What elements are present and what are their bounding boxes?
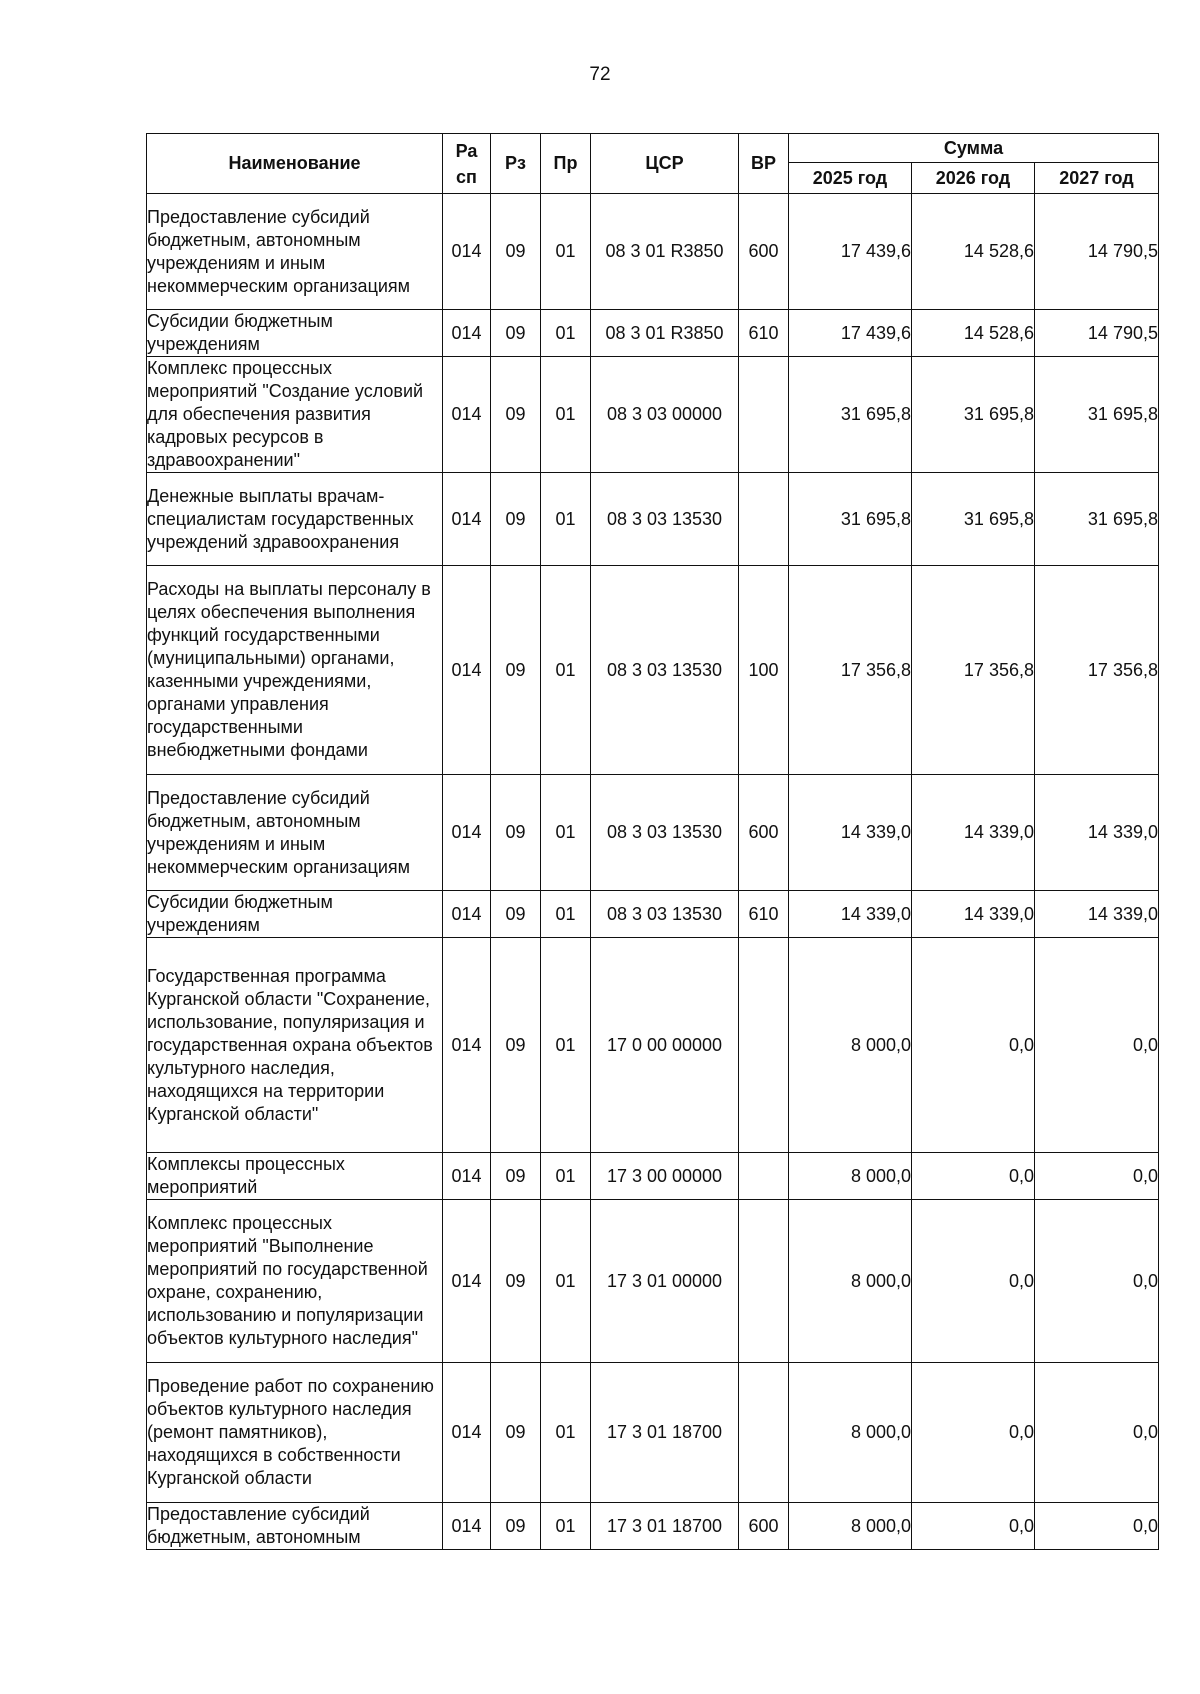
cell-sum-2026: 17 356,8 [912,566,1035,775]
cell-sum-2025: 31 695,8 [789,357,912,473]
cell-csr: 08 3 01 R3850 [591,310,739,357]
cell-rasp: 014 [443,566,491,775]
cell-sum-2025: 8 000,0 [789,1363,912,1503]
table-row [147,566,1159,775]
cell-sum-2025: 31 695,8 [789,473,912,566]
cell-sum-2027: 0,0 [1035,1153,1159,1200]
table-row [147,473,1159,566]
cell-sum-2027: 0,0 [1035,1200,1159,1363]
table-row [147,357,1159,473]
header-csr: ЦСР [591,134,739,194]
cell-sum-2026: 14 528,6 [912,310,1035,357]
cell-rz: 09 [491,891,541,938]
cell-vr [739,938,789,1153]
cell-csr: 08 3 03 13530 [591,775,739,891]
cell-rz: 09 [491,938,541,1153]
table-row [147,891,1159,938]
cell-name: Субсидии бюджетным учреждениям [147,891,443,938]
cell-rasp: 014 [443,1503,491,1550]
cell-rasp: 014 [443,1153,491,1200]
page-number: 72 [589,64,611,85]
cell-vr [739,473,789,566]
cell-csr: 17 3 00 00000 [591,1153,739,1200]
cell-vr [739,357,789,473]
cell-vr: 600 [739,194,789,310]
cell-rasp: 014 [443,194,491,310]
cell-sum-2025: 8 000,0 [789,1200,912,1363]
header-sum: Сумма [789,134,1159,163]
header-vr: ВР [739,134,789,194]
cell-pr: 01 [541,473,591,566]
cell-vr: 100 [739,566,789,775]
cell-pr: 01 [541,1503,591,1550]
table-row [147,938,1159,1153]
cell-sum-2027: 31 695,8 [1035,473,1159,566]
header-name: Наименование [147,134,443,194]
cell-csr: 08 3 03 13530 [591,891,739,938]
cell-vr: 610 [739,891,789,938]
cell-pr: 01 [541,566,591,775]
cell-pr: 01 [541,1363,591,1503]
cell-rz: 09 [491,310,541,357]
cell-sum-2027: 14 790,5 [1035,310,1159,357]
cell-sum-2026: 31 695,8 [912,473,1035,566]
cell-rz: 09 [491,357,541,473]
cell-name: Предоставление субсидий бюджетным, автономным учреждениям и иным некоммерческим организациям [147,194,443,310]
cell-sum-2027: 0,0 [1035,938,1159,1153]
cell-vr [739,1363,789,1503]
table-row [147,194,1159,310]
cell-csr: 08 3 03 00000 [591,357,739,473]
table-body [147,194,1159,1550]
cell-rz: 09 [491,566,541,775]
cell-csr: 08 3 03 13530 [591,566,739,775]
cell-name: Проведение работ по сохранению объектов культурного наследия (ремонт памятников), находящихся в собственности Курганской области [147,1363,443,1503]
cell-rasp: 014 [443,1363,491,1503]
cell-sum-2027: 0,0 [1035,1363,1159,1503]
cell-pr: 01 [541,891,591,938]
cell-sum-2027: 14 339,0 [1035,775,1159,891]
cell-pr: 01 [541,310,591,357]
cell-name: Комплекс процессных мероприятий "Создание условий для обеспечения развития кадровых ресурсов в здравоохранении" [147,357,443,473]
cell-rasp: 014 [443,775,491,891]
table-row [147,1200,1159,1363]
cell-name: Предоставление субсидий бюджетным, автономным учреждениям и иным некоммерческим организациям [147,775,443,891]
cell-sum-2027: 14 339,0 [1035,891,1159,938]
cell-rz: 09 [491,194,541,310]
cell-csr: 17 3 01 00000 [591,1200,739,1363]
cell-sum-2026: 0,0 [912,938,1035,1153]
cell-name: Расходы на выплаты персоналу в целях обеспечения выполнения функций государственными (муниципальными) органами, казенными учреждениями, органами управления государственными внебюджетными фондами [147,566,443,775]
cell-sum-2025: 8 000,0 [789,938,912,1153]
cell-rz: 09 [491,1363,541,1503]
cell-name: Субсидии бюджетным учреждениям [147,310,443,357]
cell-sum-2026: 14 528,6 [912,194,1035,310]
cell-rz: 09 [491,1503,541,1550]
cell-name: Предоставление субсидий бюджетным, автономным [147,1503,443,1550]
cell-sum-2026: 14 339,0 [912,775,1035,891]
cell-name: Государственная программа Курганской области "Сохранение, использование, популяризация и государственная охрана объектов культурного наследия, находящихся на территории Курганской области" [147,938,443,1153]
cell-pr: 01 [541,1200,591,1363]
header-rz: Рз [491,134,541,194]
table-row [147,775,1159,891]
header-year-2026: 2026 год [912,163,1035,194]
cell-pr: 01 [541,194,591,310]
cell-rz: 09 [491,1200,541,1363]
header-year-2027: 2027 год [1035,163,1159,194]
cell-sum-2026: 0,0 [912,1363,1035,1503]
cell-sum-2027: 17 356,8 [1035,566,1159,775]
cell-name: Денежные выплаты врачам-специалистам государственных учреждений здравоохранения [147,473,443,566]
cell-rasp: 014 [443,891,491,938]
cell-pr: 01 [541,1153,591,1200]
cell-sum-2026: 0,0 [912,1503,1035,1550]
cell-rasp: 014 [443,473,491,566]
budget-table [146,133,1159,1550]
cell-rasp: 014 [443,1200,491,1363]
cell-sum-2025: 17 439,6 [789,310,912,357]
table-row [147,1363,1159,1503]
cell-vr: 610 [739,310,789,357]
cell-rasp: 014 [443,357,491,473]
cell-rasp: 014 [443,310,491,357]
cell-vr: 600 [739,775,789,891]
cell-name: Комплексы процессных мероприятий [147,1153,443,1200]
cell-sum-2025: 8 000,0 [789,1153,912,1200]
header-rasp: Ра сп [443,134,491,194]
cell-pr: 01 [541,938,591,1153]
cell-sum-2026: 0,0 [912,1200,1035,1363]
cell-rz: 09 [491,775,541,891]
cell-vr [739,1200,789,1363]
cell-sum-2027: 31 695,8 [1035,357,1159,473]
cell-csr: 17 3 01 18700 [591,1503,739,1550]
cell-sum-2027: 14 790,5 [1035,194,1159,310]
cell-vr: 600 [739,1503,789,1550]
cell-name: Комплекс процессных мероприятий "Выполнение мероприятий по государственной охране, сохранению, использованию и популяризации объектов культурного наследия" [147,1200,443,1363]
cell-vr [739,1153,789,1200]
cell-csr: 08 3 01 R3850 [591,194,739,310]
cell-csr: 17 0 00 00000 [591,938,739,1153]
header-year-2025: 2025 год [789,163,912,194]
cell-sum-2026: 31 695,8 [912,357,1035,473]
table-row [147,1153,1159,1200]
cell-csr: 17 3 01 18700 [591,1363,739,1503]
cell-sum-2025: 17 356,8 [789,566,912,775]
cell-sum-2026: 0,0 [912,1153,1035,1200]
cell-sum-2026: 14 339,0 [912,891,1035,938]
cell-sum-2025: 14 339,0 [789,891,912,938]
cell-rasp: 014 [443,938,491,1153]
cell-sum-2025: 17 439,6 [789,194,912,310]
table-row [147,1503,1159,1550]
cell-sum-2027: 0,0 [1035,1503,1159,1550]
table-row [147,310,1159,357]
cell-sum-2025: 8 000,0 [789,1503,912,1550]
header-pr: Пр [541,134,591,194]
cell-sum-2025: 14 339,0 [789,775,912,891]
cell-rz: 09 [491,473,541,566]
cell-rz: 09 [491,1153,541,1200]
cell-pr: 01 [541,775,591,891]
cell-csr: 08 3 03 13530 [591,473,739,566]
cell-pr: 01 [541,357,591,473]
